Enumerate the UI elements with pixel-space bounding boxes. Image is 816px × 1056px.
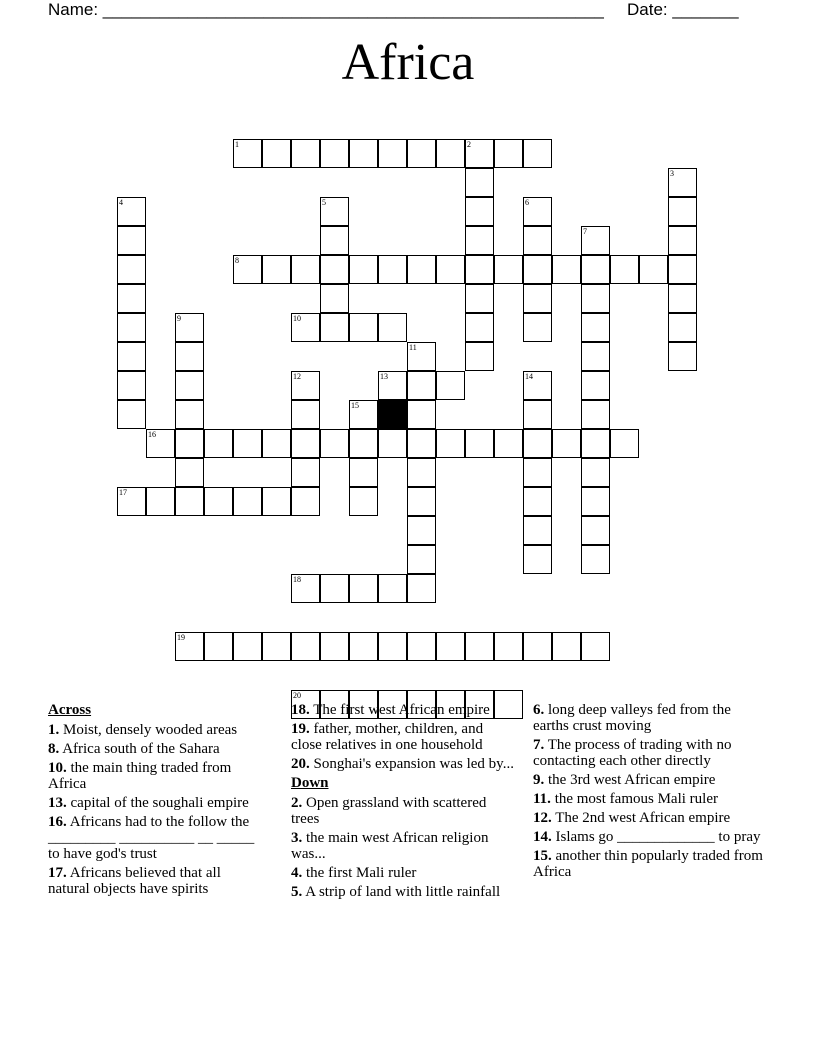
- grid-cell[interactable]: [523, 632, 552, 661]
- grid-cell[interactable]: [436, 632, 465, 661]
- grid-cell[interactable]: [175, 458, 204, 487]
- grid-cell[interactable]: [175, 400, 204, 429]
- grid-cell[interactable]: [349, 255, 378, 284]
- grid-cell[interactable]: [581, 487, 610, 516]
- grid-cell[interactable]: [407, 458, 436, 487]
- grid-cell[interactable]: [117, 342, 146, 371]
- clue-item: [48, 795, 258, 811]
- grid-cell[interactable]: [291, 139, 320, 168]
- clue-item: [291, 865, 517, 881]
- clue-text: long deep valleys fed from the earths crust moving: [533, 702, 731, 734]
- across-clue-list: [48, 722, 258, 897]
- grid-cell[interactable]: [204, 487, 233, 516]
- clue-number-label: 8.: [48, 741, 60, 757]
- grid-cell[interactable]: [407, 371, 436, 400]
- clue-number: 5: [322, 198, 326, 207]
- grid-cell[interactable]: [320, 284, 349, 313]
- grid-cell[interactable]: [668, 342, 697, 371]
- clue-number: 12: [293, 372, 301, 381]
- grid-cell[interactable]: [378, 429, 407, 458]
- grid-cell[interactable]: [320, 313, 349, 342]
- clue-item: [533, 772, 763, 788]
- grid-cell[interactable]: [407, 255, 436, 284]
- grid-cell[interactable]: [320, 632, 349, 661]
- clue-text: A strip of land with little rainfall: [305, 884, 501, 900]
- grid-cell[interactable]: [117, 226, 146, 255]
- grid-cell[interactable]: [494, 255, 523, 284]
- date-field[interactable]: Date: _______: [627, 0, 739, 19]
- down-clue-list-continued: [533, 702, 763, 880]
- clue-text: capital of the soughali empire: [70, 795, 249, 811]
- grid-cell[interactable]: [117, 313, 146, 342]
- grid-cell-7[interactable]: [581, 226, 610, 255]
- clue-number-label: 14.: [533, 829, 552, 845]
- name-field[interactable]: Name: _____________________________________________________: [48, 0, 604, 19]
- clue-number: 10: [293, 314, 301, 323]
- clue-number-label: 12.: [533, 810, 552, 826]
- grid-cell[interactable]: [291, 632, 320, 661]
- clue-text: the most famous Mali ruler: [554, 791, 718, 807]
- clue-text: Africans had to the follow the _________ __________ __ _____ to have god's trust: [48, 814, 255, 862]
- clue-number: 17: [119, 488, 127, 497]
- clue-text: another thin popularly traded from Africa: [533, 848, 763, 880]
- clue-number: 18: [293, 575, 301, 584]
- grid-cell-1[interactable]: [233, 139, 262, 168]
- clue-text: Africa south of the Sahara: [62, 741, 220, 757]
- grid-cell-8[interactable]: [233, 255, 262, 284]
- grid-cell[interactable]: [378, 574, 407, 603]
- grid-cell[interactable]: [581, 516, 610, 545]
- grid-cell[interactable]: [407, 632, 436, 661]
- grid-cell[interactable]: [407, 429, 436, 458]
- grid-cell-19[interactable]: [175, 632, 204, 661]
- clue-number: 19: [177, 633, 185, 642]
- across-heading: Across: [48, 702, 92, 718]
- grid-cell[interactable]: [494, 632, 523, 661]
- grid-cell[interactable]: [436, 371, 465, 400]
- grid-cell[interactable]: [610, 429, 639, 458]
- grid-cell[interactable]: [610, 255, 639, 284]
- clue-number: 1: [235, 140, 239, 149]
- grid-cell[interactable]: [523, 458, 552, 487]
- grid-cell[interactable]: [668, 197, 697, 226]
- clue-text: the main west African religion was...: [291, 830, 489, 862]
- clues-column-2: [291, 702, 517, 903]
- grid-cell[interactable]: [523, 400, 552, 429]
- grid-cell[interactable]: [117, 284, 146, 313]
- grid-cell[interactable]: [465, 226, 494, 255]
- clue-number-label: 19.: [291, 721, 310, 737]
- grid-cell[interactable]: [378, 139, 407, 168]
- grid-cell-9[interactable]: [175, 313, 204, 342]
- grid-cell[interactable]: [320, 226, 349, 255]
- grid-cell-4[interactable]: [117, 197, 146, 226]
- down-heading: Down: [291, 775, 329, 791]
- grid-cell[interactable]: [581, 342, 610, 371]
- clue-number: 16: [148, 430, 156, 439]
- grid-cell[interactable]: [291, 429, 320, 458]
- clue-number-label: 9.: [533, 772, 545, 788]
- clue-text: Open grassland with scattered trees: [291, 795, 487, 827]
- grid-cell[interactable]: [523, 487, 552, 516]
- grid-cell[interactable]: [668, 226, 697, 255]
- grid-cell[interactable]: [349, 458, 378, 487]
- grid-cell[interactable]: [233, 429, 262, 458]
- clue-number: 4: [119, 198, 123, 207]
- grid-cell[interactable]: [436, 429, 465, 458]
- clue-number-label: 7.: [533, 737, 545, 753]
- clues-column-1: [48, 702, 258, 900]
- grid-cell-14[interactable]: [523, 371, 552, 400]
- grid-cell[interactable]: [175, 342, 204, 371]
- across-clue-list-continued: [291, 702, 517, 772]
- grid-cell[interactable]: [146, 487, 175, 516]
- grid-cell[interactable]: [465, 168, 494, 197]
- grid-cell-5[interactable]: [320, 197, 349, 226]
- clue-item: [291, 884, 517, 900]
- grid-cell[interactable]: [581, 458, 610, 487]
- grid-cell[interactable]: [349, 487, 378, 516]
- clue-number: 11: [409, 343, 417, 352]
- grid-cell-17[interactable]: [117, 487, 146, 516]
- clue-text: Africans believed that all natural objects have spirits: [48, 865, 221, 897]
- clue-number-label: 5.: [291, 884, 303, 900]
- grid-cell[interactable]: [320, 429, 349, 458]
- clue-text: the first Mali ruler: [306, 865, 417, 881]
- grid-cell[interactable]: [204, 632, 233, 661]
- grid-cell[interactable]: [494, 429, 523, 458]
- clue-number: 20: [293, 691, 301, 700]
- clue-number-label: 13.: [48, 795, 67, 811]
- clue-text: Islams go _____________ to pray: [555, 829, 761, 845]
- grid-cell[interactable]: [523, 284, 552, 313]
- grid-cell[interactable]: [552, 255, 581, 284]
- clue-number-label: 20.: [291, 756, 310, 772]
- grid-cell[interactable]: [581, 545, 610, 574]
- grid-cell[interactable]: [465, 632, 494, 661]
- grid-cell-11[interactable]: [407, 342, 436, 371]
- clue-item: [291, 756, 517, 772]
- grid-cell[interactable]: [117, 371, 146, 400]
- grid-cell[interactable]: [407, 487, 436, 516]
- grid-cell[interactable]: [581, 371, 610, 400]
- grid-cell[interactable]: [320, 255, 349, 284]
- grid-cell[interactable]: [407, 545, 436, 574]
- clue-text: the main thing traded from Africa: [48, 760, 232, 792]
- grid-cell[interactable]: [668, 255, 697, 284]
- grid-cell[interactable]: [407, 139, 436, 168]
- clue-number-label: 2.: [291, 795, 303, 811]
- grid-cell[interactable]: [349, 574, 378, 603]
- clue-item: [533, 737, 763, 769]
- grid-cell[interactable]: [320, 574, 349, 603]
- grid-cell[interactable]: [465, 197, 494, 226]
- clue-number: 14: [525, 372, 533, 381]
- clue-text: The 2nd west African empire: [555, 810, 731, 826]
- grid-cell[interactable]: [552, 632, 581, 661]
- grid-cell[interactable]: [349, 429, 378, 458]
- clue-item: [291, 830, 517, 862]
- clues-column-3: [533, 702, 763, 883]
- grid-cell[interactable]: [465, 313, 494, 342]
- grid-cell-15[interactable]: [349, 400, 378, 429]
- clue-number-label: 15.: [533, 848, 552, 864]
- grid-cell[interactable]: [523, 226, 552, 255]
- black-cell: [378, 400, 407, 429]
- clue-item: [48, 722, 258, 738]
- grid-cell[interactable]: [378, 255, 407, 284]
- grid-cell[interactable]: [175, 487, 204, 516]
- grid-cell[interactable]: [581, 313, 610, 342]
- grid-cell[interactable]: [204, 429, 233, 458]
- grid-cell[interactable]: [523, 545, 552, 574]
- grid-cell-16[interactable]: [146, 429, 175, 458]
- grid-cell[interactable]: [262, 632, 291, 661]
- grid-cell[interactable]: [581, 429, 610, 458]
- clue-number-label: 3.: [291, 830, 303, 846]
- clue-number-label: 16.: [48, 814, 67, 830]
- grid-cell[interactable]: [291, 487, 320, 516]
- grid-cell[interactable]: [175, 371, 204, 400]
- grid-cell-3[interactable]: [668, 168, 697, 197]
- grid-cell[interactable]: [262, 139, 291, 168]
- grid-cell[interactable]: [407, 574, 436, 603]
- grid-cell[interactable]: [349, 632, 378, 661]
- clue-number-label: 6.: [533, 702, 545, 718]
- grid-cell[interactable]: [378, 313, 407, 342]
- grid-cell[interactable]: [407, 516, 436, 545]
- grid-cell[interactable]: [320, 139, 349, 168]
- grid-cell[interactable]: [552, 429, 581, 458]
- grid-cell-12[interactable]: [291, 371, 320, 400]
- grid-cell[interactable]: [117, 400, 146, 429]
- grid-cell[interactable]: [349, 139, 378, 168]
- clue-text: father, mother, children, and close relatives in one household: [291, 721, 484, 753]
- clue-number-label: 17.: [48, 865, 67, 881]
- grid-cell[interactable]: [262, 487, 291, 516]
- grid-cell-2[interactable]: [465, 139, 494, 168]
- grid-cell-6[interactable]: [523, 197, 552, 226]
- grid-cell[interactable]: [639, 255, 668, 284]
- down-clue-list: [291, 795, 517, 900]
- grid-cell[interactable]: [233, 632, 262, 661]
- grid-cell[interactable]: [494, 139, 523, 168]
- grid-cell[interactable]: [291, 255, 320, 284]
- grid-cell[interactable]: [175, 429, 204, 458]
- grid-cell[interactable]: [378, 632, 407, 661]
- clue-item: [533, 848, 763, 880]
- grid-cell[interactable]: [581, 632, 610, 661]
- grid-cell[interactable]: [668, 313, 697, 342]
- clue-item: [533, 810, 763, 826]
- clue-item: [48, 865, 258, 897]
- grid-cell[interactable]: [668, 284, 697, 313]
- grid-cell[interactable]: [436, 139, 465, 168]
- page-title: Africa: [341, 34, 475, 91]
- grid-cell[interactable]: [523, 313, 552, 342]
- grid-cell[interactable]: [291, 458, 320, 487]
- grid-cell[interactable]: [262, 429, 291, 458]
- grid-cell[interactable]: [581, 400, 610, 429]
- clue-item: [48, 760, 258, 792]
- clue-item: [291, 721, 517, 753]
- clue-number-label: 11.: [533, 791, 551, 807]
- grid-cell-10[interactable]: [291, 313, 320, 342]
- clue-number: 3: [670, 169, 674, 178]
- grid-cell[interactable]: [233, 487, 262, 516]
- grid-cell[interactable]: [523, 429, 552, 458]
- clue-text: Moist, densely wooded areas: [63, 722, 238, 738]
- clue-text: The process of trading with no contacting each other directly: [533, 737, 732, 769]
- grid-cell[interactable]: [349, 313, 378, 342]
- grid-cell[interactable]: [262, 255, 291, 284]
- clue-number-label: 10.: [48, 760, 67, 776]
- grid-cell[interactable]: [436, 255, 465, 284]
- grid-cell[interactable]: [291, 400, 320, 429]
- clue-text: The first west African empire: [313, 702, 490, 718]
- clue-number: 2: [467, 140, 471, 149]
- grid-cell[interactable]: [465, 342, 494, 371]
- clue-item: [48, 741, 258, 757]
- clue-text: the 3rd west African empire: [548, 772, 716, 788]
- clue-number: 15: [351, 401, 359, 410]
- clue-item: [533, 829, 763, 845]
- clue-number-label: 4.: [291, 865, 303, 881]
- clue-number: 7: [583, 227, 587, 236]
- clue-number: 6: [525, 198, 529, 207]
- grid-cell[interactable]: [465, 429, 494, 458]
- grid-cell[interactable]: [465, 284, 494, 313]
- grid-cell[interactable]: [523, 139, 552, 168]
- clue-number: 9: [177, 314, 181, 323]
- grid-cell[interactable]: [465, 255, 494, 284]
- clue-item: [48, 814, 258, 862]
- clue-item: [291, 795, 517, 827]
- grid-cell[interactable]: [523, 255, 552, 284]
- clue-number: 8: [235, 256, 239, 265]
- clue-number: 13: [380, 372, 388, 381]
- grid-cell[interactable]: [581, 255, 610, 284]
- clue-item: [533, 702, 763, 734]
- clue-number-label: 18.: [291, 702, 310, 718]
- grid-cell[interactable]: [117, 255, 146, 284]
- clue-number-label: 1.: [48, 722, 60, 738]
- grid-cell[interactable]: [407, 400, 436, 429]
- clue-item: [533, 791, 763, 807]
- grid-cell-13[interactable]: [378, 371, 407, 400]
- clue-text: Songhai's expansion was led by...: [313, 756, 514, 772]
- clue-item: [291, 702, 517, 718]
- grid-cell[interactable]: [523, 516, 552, 545]
- grid-cell[interactable]: [581, 284, 610, 313]
- grid-cell-18[interactable]: [291, 574, 320, 603]
